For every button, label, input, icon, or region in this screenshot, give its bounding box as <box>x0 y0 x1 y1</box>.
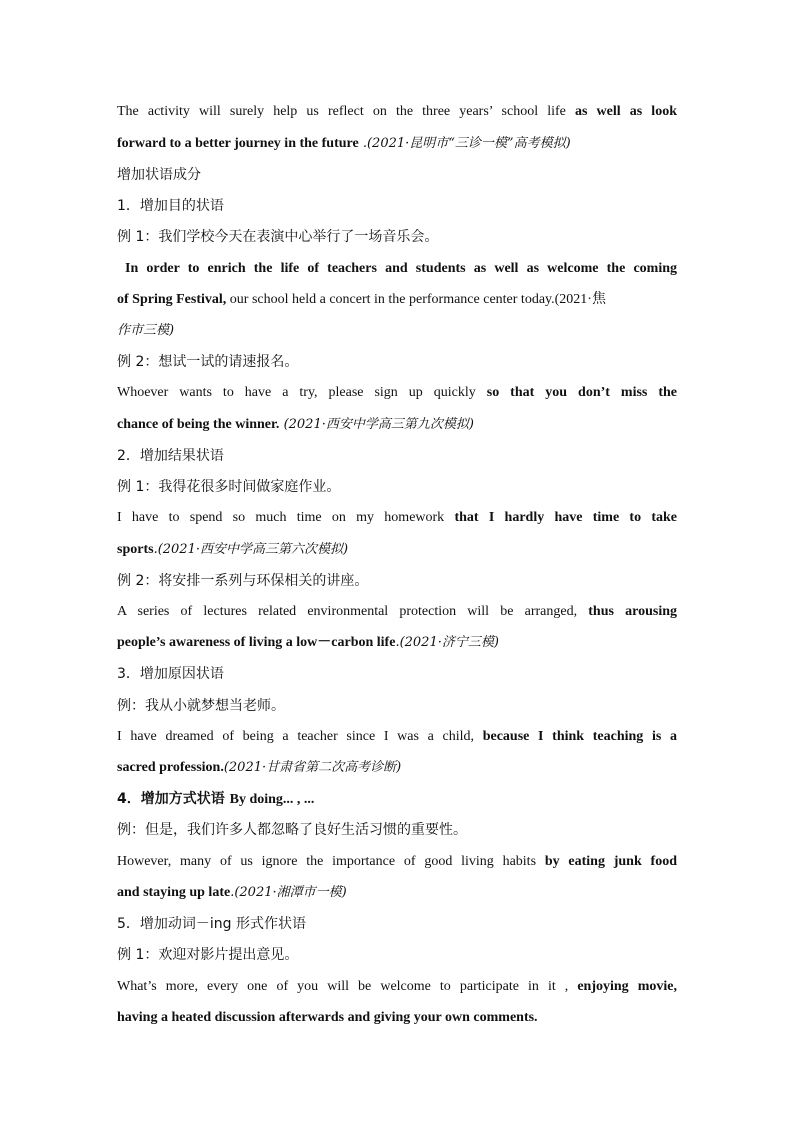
text-line <box>125 260 677 278</box>
line-text: 例：但是，我们许多人都忽略了良好生活习惯的重要性。 <box>117 822 467 838</box>
line-bold-text: chance of being the winner. <box>117 417 280 432</box>
line-text: The activity will surely help us reflect on the three years’ school life <box>117 104 575 119</box>
line-text: our school held a concert in the performance center today.(2021·焦 <box>226 292 606 307</box>
line-text: 1．增加目的状语 <box>117 198 224 214</box>
line-bold-text: enjoying movie, <box>577 979 678 994</box>
text-line <box>117 978 677 996</box>
line-text: 2．增加结果状语 <box>117 448 224 464</box>
line-text: I have to spend so much time on my homework <box>117 510 455 525</box>
example-prompt <box>117 478 677 496</box>
line-bold-text: that I hardly have time to take <box>454 510 677 525</box>
line-bold-text: because I think teaching is a <box>482 729 677 744</box>
line-text: 4．增加方式状语 <box>117 791 230 807</box>
line-bold-text: by eating junk food <box>544 854 677 869</box>
line-bold-text: having a heated discussion afterwards and giving your own comments. <box>117 1010 538 1025</box>
text-line <box>117 728 677 746</box>
example-prompt <box>117 821 677 839</box>
line-bold-text: forward to a better journey in the future <box>117 136 359 151</box>
source-citation: (2021·西安中学高三第九次模拟) <box>279 417 474 432</box>
line-text: 例 1：我们学校今天在表演中心举行了一场音乐会。 <box>117 229 439 245</box>
source-citation: .(2021·湘潭市一模) <box>230 885 347 900</box>
example-prompt <box>117 572 677 590</box>
line-text: 增加状语成分 <box>117 167 201 183</box>
line-bold-text: so that you don’t miss the <box>486 385 677 400</box>
line-bold-text: as well as look <box>574 104 677 119</box>
section-heading <box>117 166 677 184</box>
source-citation: .(2021·昆明市“三诊一模”高考模拟) <box>358 136 571 151</box>
subsection-heading <box>117 665 677 683</box>
line-bold-text: of Spring Festival, <box>117 292 227 307</box>
text-line <box>117 509 677 527</box>
line-text: However, many of us ignore the importance of good living habits <box>117 854 545 869</box>
line-text: Whoever wants to have a try, please sign up quickly <box>117 385 487 400</box>
line-bold-text: sports <box>117 542 154 557</box>
source-citation: .(2021·济宁三模) <box>395 635 499 650</box>
example-prompt <box>117 946 677 964</box>
source-citation <box>117 322 677 340</box>
line-bold-text: people’s awareness of living a low－carbon life <box>117 635 396 650</box>
example-prompt <box>117 228 677 246</box>
line-text: 例 1：欢迎对影片提出意见。 <box>117 947 299 963</box>
text-line <box>117 884 677 902</box>
text-line <box>117 103 677 121</box>
example-prompt <box>117 697 677 715</box>
line-bold-text: In order to enrich the life of teachers and students as well as welcome the coming <box>125 261 677 276</box>
line-text: I have dreamed of being a teacher since I was a child, <box>117 729 483 744</box>
line-text: What’s more, every one of you will be welcome to participate in it , <box>117 979 578 994</box>
text-line <box>117 541 677 559</box>
line-bold-text: sacred profession. <box>117 760 224 775</box>
line-bold-text: and staying up late <box>117 885 231 900</box>
line-text: 例 2：将安排一系列与环保相关的讲座。 <box>117 573 369 589</box>
line-bold-text: thus arousing <box>588 604 677 619</box>
line-text: 例 2：想试一试的请速报名。 <box>117 354 299 370</box>
text-line <box>117 384 677 402</box>
text-line <box>117 1009 677 1027</box>
line-text: 例 1：我得花很多时间做家庭作业。 <box>117 479 341 495</box>
text-line <box>117 603 677 621</box>
subsection-heading <box>117 915 677 933</box>
line-text: A series of lectures related environmental protection will be arranged, <box>117 604 589 619</box>
text-line <box>117 416 677 434</box>
line-bold-text: By doing... , ... <box>229 792 315 807</box>
text-line <box>117 135 677 153</box>
text-line <box>117 291 677 309</box>
source-citation: .(2021·西安中学高三第六次模拟) <box>153 542 349 557</box>
line-text: 例：我从小就梦想当老师。 <box>117 698 285 714</box>
line-text: 作市三模) <box>117 323 175 338</box>
subsection-heading <box>117 790 677 809</box>
subsection-heading <box>117 447 677 465</box>
line-text: 3．增加原因状语 <box>117 666 224 682</box>
text-line <box>117 759 677 777</box>
source-citation: (2021·甘肃省第二次高考诊断) <box>223 760 402 775</box>
text-line <box>117 853 677 871</box>
text-line <box>117 634 677 652</box>
line-text: 5．增加动词－ing 形式作状语 <box>117 916 307 932</box>
example-prompt <box>117 353 677 371</box>
subsection-heading <box>117 197 677 215</box>
